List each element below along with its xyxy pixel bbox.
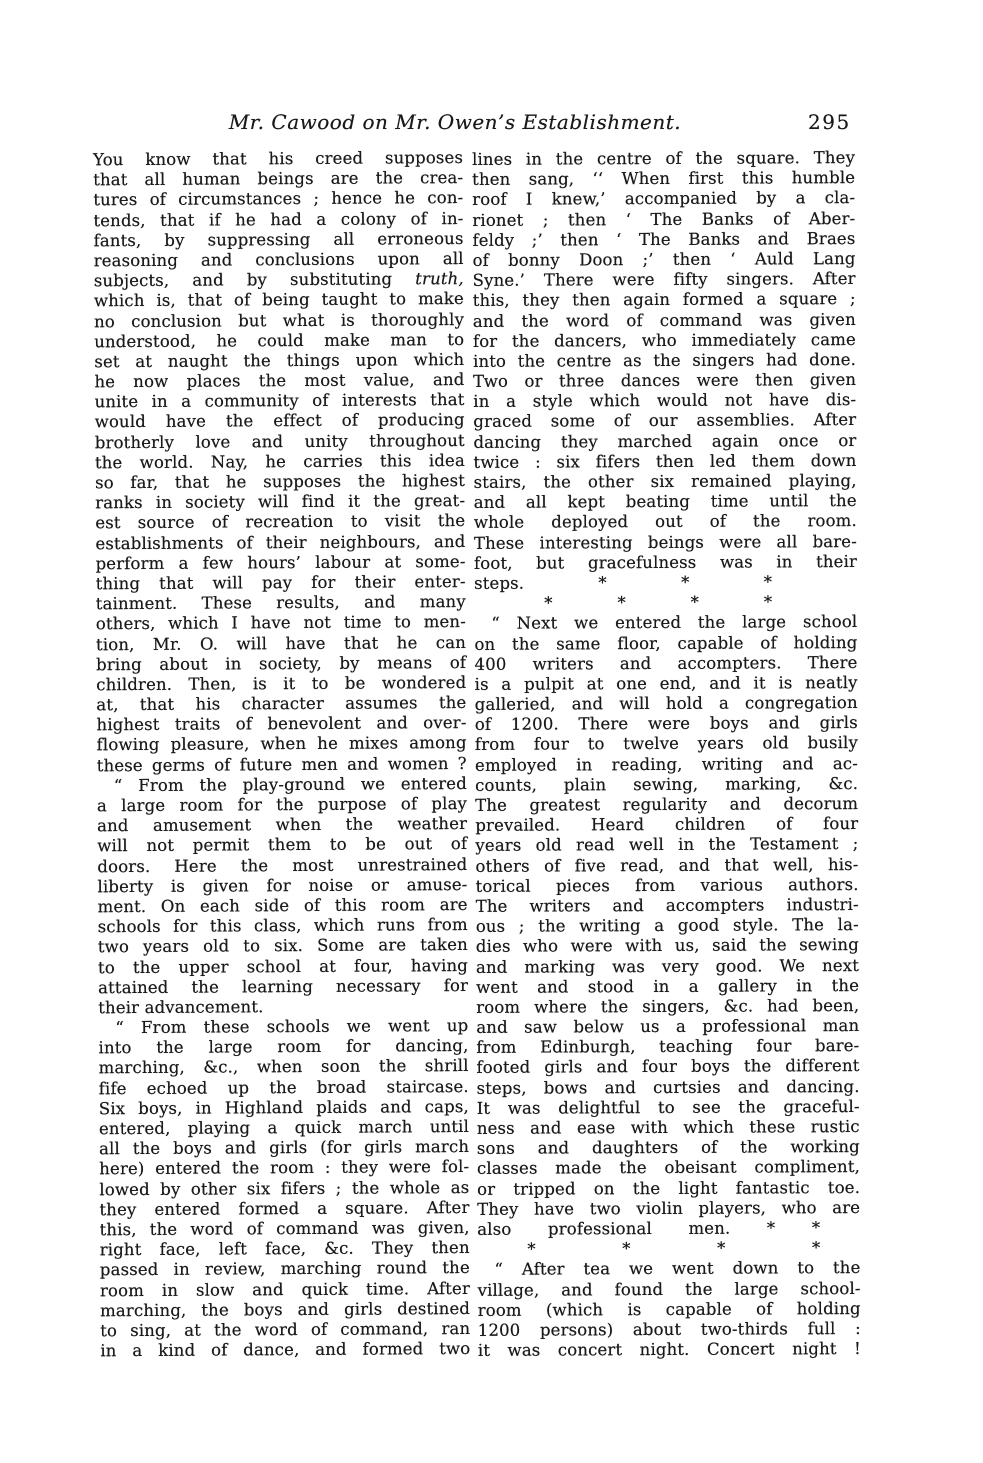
- text-line: “ Next we entered the large school: [491, 612, 858, 634]
- text-line: passed in review, marching round the: [99, 1258, 470, 1280]
- text-line: into the centre as the singers had done.: [472, 349, 857, 371]
- text-line: of bonny Doon ;’ then ‘ Auld Lang: [472, 248, 856, 270]
- text-line: room where the singers, &c. had been,: [476, 995, 860, 1017]
- text-line: their advancement.: [98, 997, 264, 1018]
- text-line: prevailed. Heard children of four: [475, 814, 859, 836]
- text-line: they entered formed a square. After: [99, 1197, 470, 1219]
- text-line: fants, by suppressing all erroneous: [93, 228, 464, 251]
- text-line: galleried, and will hold a congregation: [474, 693, 858, 714]
- text-line: classes made the obeisant compliment,: [476, 1157, 861, 1179]
- text-line: foot, but gracefulness was in their: [473, 551, 858, 573]
- right-column: [472, 148, 861, 1361]
- text-line: ous ; the writing a good style. The la-: [475, 915, 859, 936]
- text-line: attained the learning necessary for: [98, 975, 469, 997]
- text-line: so far, that he supposes the highest: [94, 470, 466, 493]
- text-line: lines in the centre of the square. They: [472, 148, 856, 169]
- text-line: went and stood in a gallery in the: [476, 975, 860, 997]
- text-line: torical pieces from various authors.: [475, 874, 859, 896]
- text-line: marching, the boys and girls destined: [100, 1298, 471, 1320]
- text-line: Syne.’ There were fifty singers. After: [472, 269, 856, 290]
- text-line: will not permit them to be out of: [97, 834, 468, 856]
- text-line: steps, bows and curtsies and dancing.: [476, 1076, 860, 1098]
- text-line: flowing pleasure, when he mixes among: [96, 733, 467, 755]
- text-line: this, the word of command was given,: [99, 1217, 470, 1240]
- text-line: “ After tea we went down to the: [494, 1258, 861, 1280]
- text-line: and all kept beating time until the: [473, 491, 857, 513]
- text-line: years old read well in the Testament ;: [475, 834, 859, 856]
- text-line: It was delightful to see the graceful-: [476, 1096, 860, 1118]
- text-line: these germs of future men and women ?: [96, 753, 467, 775]
- text-line: into the large room for dancing,: [98, 1036, 469, 1058]
- text-line: roof I knew,’ accompanied by a cla-: [472, 188, 856, 210]
- text-line: ranks in society will find it the great-: [95, 491, 466, 513]
- text-line: would have the effect of producing: [94, 410, 465, 432]
- text-line: to sing, at the word of command, ran: [100, 1318, 471, 1341]
- text-line: and saw below us a professional man: [476, 1016, 860, 1037]
- text-line: employed in reading, writing and ac-: [474, 753, 859, 775]
- text-line: and the word of command was given: [472, 309, 856, 331]
- text-line: stairs, the other six remained playing,: [473, 470, 857, 492]
- text-line: schools for this class, which runs from: [97, 915, 468, 937]
- text-line: also professional men. * *: [477, 1218, 821, 1239]
- text-line: ness and ease with which these rustic: [476, 1116, 860, 1138]
- text-line: children. Then, is it to be wondered: [96, 672, 467, 695]
- text-line: unite in a community of interests that: [94, 390, 465, 412]
- text-line: which is, that of being taught to make: [93, 289, 464, 311]
- text-line: the world. Nay, he carries this idea: [94, 450, 465, 473]
- text-line: [94, 269, 464, 291]
- text-line: footed girls and four boys the different: [476, 1056, 860, 1078]
- text-line: reasoning and conclusions upon all: [93, 248, 464, 271]
- text-line: brotherly love and unity throughout: [94, 430, 465, 452]
- text-line: set at naught the things upon which: [94, 349, 465, 372]
- text-line: The greatest regularity and decorum: [475, 793, 859, 815]
- page-number: 295: [808, 110, 851, 134]
- text-line: all the boys and girls (for girls march: [99, 1137, 470, 1159]
- text-line: others, which I have not time to men-: [95, 612, 466, 634]
- text-line: whole deployed out of the room.: [473, 511, 857, 533]
- text-line: entered, playing a quick march until: [98, 1116, 470, 1139]
- text-line: in a style which would not have dis-: [473, 390, 857, 412]
- text-line: lowed by other six fifers ; the whole as: [99, 1177, 470, 1199]
- text-line: here) entered the room : they were fol-: [99, 1157, 470, 1179]
- text-line: tures of circumstances ; hence he con-: [93, 188, 464, 210]
- text-line: sons and daughters of the working: [476, 1137, 860, 1159]
- left-column: [93, 148, 470, 1361]
- text-line: highest traits of benevolent and over-: [96, 713, 467, 735]
- text-line: understood, he could make man to: [94, 329, 465, 351]
- text-line: tion, Mr. O. will have that he can: [95, 632, 467, 654]
- text-line: tends, that if he had a colony of in-: [93, 208, 464, 230]
- running-header-title: Mr. Cawood on Mr. Owen’s Establishment.: [228, 110, 682, 134]
- text-line: steps. * * *: [474, 572, 773, 593]
- text-line: You know that his creed supposes: [93, 148, 464, 170]
- text-line: others of five read, and that well, his-: [475, 854, 859, 876]
- text-line: These interesting beings were all bare-: [473, 531, 857, 553]
- text-line: marching, &c., when soon the shrill: [98, 1056, 469, 1078]
- text-line: and amusement when the weather: [97, 814, 468, 836]
- text-line: perform a few hours’ labour at some-: [95, 551, 466, 574]
- text-line: fife echoed up the broad staircase.: [98, 1076, 469, 1098]
- text-line: graced some of our assemblies. After: [473, 410, 857, 432]
- text-segment: subjects, and by substituting: [93, 269, 416, 291]
- text-line: est source of recreation to visit the: [95, 511, 466, 533]
- text-line: 400 writers and accompters. There: [474, 652, 858, 674]
- text-line: room in slow and quick time. After: [99, 1278, 471, 1300]
- text-line: “ From these schools we went up: [115, 1016, 469, 1038]
- text-line: counts, plain sewing, marking, &c.: [475, 773, 859, 795]
- text-line: Two or three dances were then given: [473, 370, 857, 391]
- text-line: dancing they marched again once or: [473, 430, 857, 452]
- text-line: it was concert night. Concert night !: [477, 1339, 861, 1360]
- text-line: village, and found the large school-: [477, 1278, 861, 1300]
- text-line: The writers and accompters industri-: [475, 894, 859, 916]
- text-line: bring about in society, by means of: [96, 652, 467, 674]
- text-line: dies who were with us, said the sewing: [475, 935, 859, 957]
- text-line: “ From the play-ground we entered: [113, 773, 467, 795]
- text-line: room (which is capable of holding: [477, 1298, 861, 1320]
- italic-text: truth,: [415, 269, 464, 289]
- text-line: on the same floor, capable of holding: [474, 632, 858, 654]
- text-line: twice : six fifers then led them down: [473, 450, 857, 472]
- text-line: that all human beings are the crea-: [93, 168, 464, 190]
- text-line: at, that his character assumes the: [96, 693, 467, 715]
- text-line: then sang, ‘‘ When first this humble: [472, 168, 856, 190]
- text-line: establishments of their neighbours, and: [95, 531, 466, 553]
- text-line: of 1200. There were boys and girls: [474, 713, 858, 735]
- text-line: for the dancers, who immediately came: [472, 329, 856, 351]
- text-line: right face, left face, &c. They then: [99, 1238, 470, 1260]
- text-line: in a kind of dance, and formed two: [100, 1339, 471, 1361]
- text-line: no conclusion but what is thoroughly: [93, 309, 465, 331]
- text-line: two years old to six. Some are taken: [97, 935, 468, 957]
- text-line: They have two violin players, who are: [477, 1197, 861, 1219]
- text-line: tainment. These results, and many: [95, 592, 466, 614]
- text-line: 1200 persons) about two-thirds full :: [477, 1318, 861, 1340]
- text-line: liberty is given for noise or amuse-: [97, 874, 468, 896]
- text-line: this, they then again formed a square ;: [472, 289, 856, 311]
- text-line: a large room for the purpose of play: [96, 793, 468, 816]
- text-line: * * * *: [544, 592, 773, 613]
- text-line: doors. Here the most unrestrained: [97, 854, 468, 876]
- text-line: feldy ;’ then ‘ The Banks and Braes: [472, 228, 856, 250]
- text-line: from Edinburgh, teaching four bare-: [476, 1036, 860, 1058]
- text-line: thing that will pay for their enter-: [95, 571, 466, 594]
- text-line: is a pulpit at one end, and it is neatly: [474, 672, 858, 694]
- text-line: rionet ; then ‘ The Banks of Aber-: [472, 208, 856, 230]
- text-line: to the upper school at four, having: [97, 955, 469, 977]
- text-line: and marking was very good. We next: [475, 955, 860, 977]
- text-line: or tripped on the light fantastic toe.: [477, 1177, 861, 1199]
- text-line: he now places the most value, and: [94, 370, 465, 392]
- text-line: Six boys, in Highland plaids and caps,: [98, 1096, 469, 1119]
- text-line: ment. On each side of this room are: [97, 894, 468, 917]
- text-line: * * * *: [527, 1238, 821, 1259]
- text-line: from four to twelve years old busily: [474, 733, 858, 755]
